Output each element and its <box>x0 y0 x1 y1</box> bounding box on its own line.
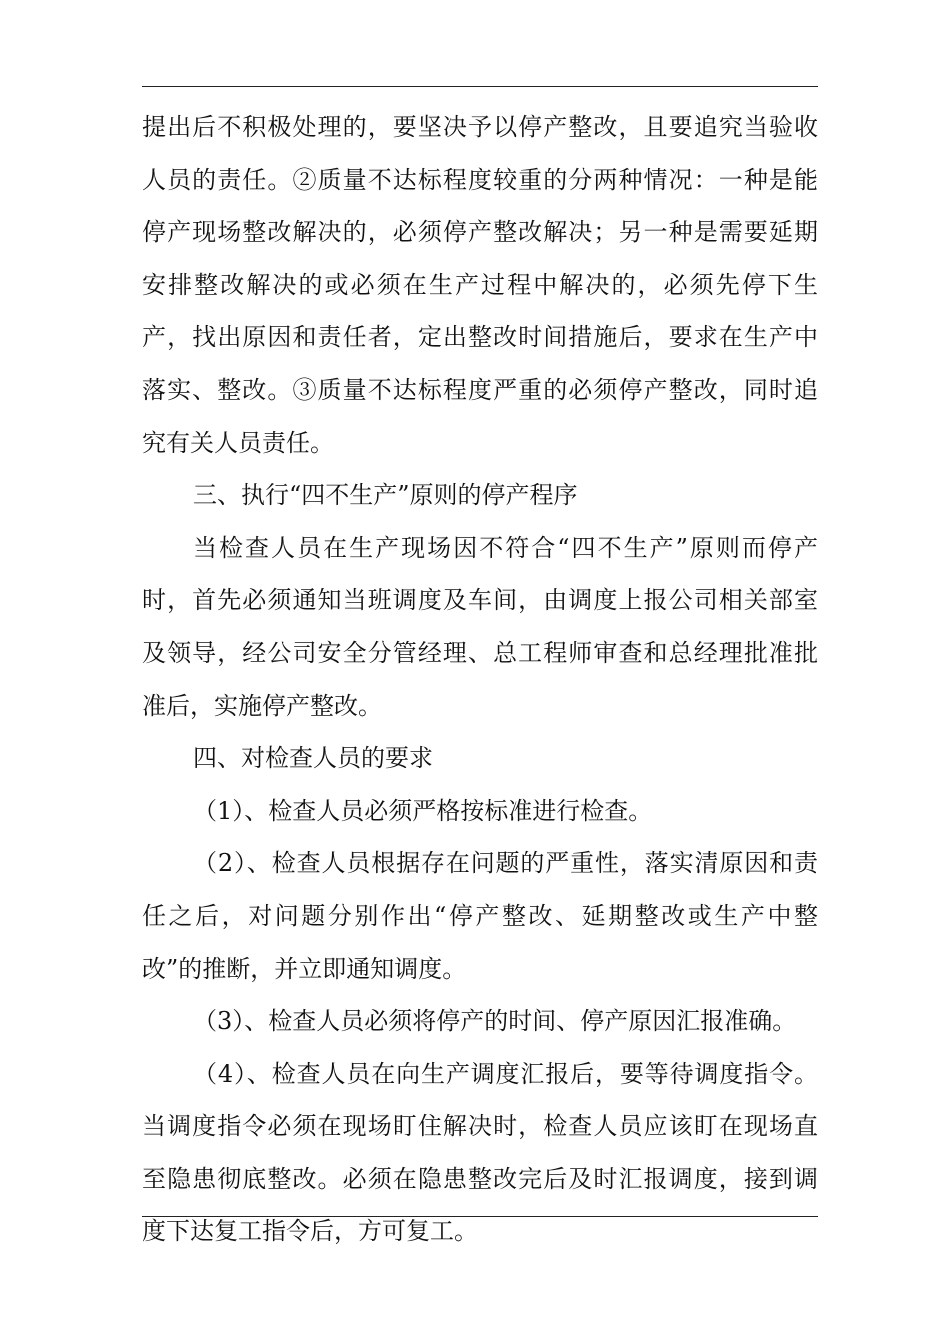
text-line: （3）、检查人员必须将停产的时间、停产原因汇报准确。 <box>193 1007 797 1036</box>
text-line: （4）、检查人员在向生产调度汇报后，要等待调度指令。 <box>193 1059 818 1088</box>
text-line: 时，首先必须通知当班调度及车间，由调度上报公司相关部室 <box>142 586 818 615</box>
text-line: 及领导，经公司安全分管经理、总工程师审查和总经理批准批 <box>142 638 818 667</box>
text-line: 当检查人员在生产现场因不符合“四不生产”原则而停产 <box>193 533 818 562</box>
text-line: 任之后，对问题分别作出“停产整改、延期整改或生产中整 <box>142 901 818 930</box>
text-line: 安排整改解决的或必须在生产过程中解决的，必须先停下生 <box>142 270 818 299</box>
text-line: 准后，实施停产整改。 <box>142 691 382 720</box>
text-line: 产，找出原因和责任者，定出整改时间措施后，要求在生产中 <box>142 323 818 352</box>
text-line: 人员的责任。②质量不达标程度较重的分两种情况：一种是能 <box>142 165 818 194</box>
text-line: 三、执行“四不生产”原则的停产程序 <box>193 481 578 510</box>
document-body <box>142 101 818 1258</box>
text-line: 究有关人员责任。 <box>142 428 334 457</box>
text-line: （2）、检查人员根据存在问题的严重性，落实清原因和责 <box>193 849 818 878</box>
text-line: 停产现场整改解决的，必须停产整改解决；另一种是需要延期 <box>142 218 818 247</box>
text-line: 改”的推断，并立即通知调度。 <box>142 954 467 983</box>
text-line: 四、对检查人员的要求 <box>193 744 433 773</box>
text-line: （1）、检查人员必须严格按标准进行检查。 <box>193 796 653 825</box>
header-rule <box>142 86 818 87</box>
text-line: 当调度指令必须在现场盯住解决时，检查人员应该盯在现场直 <box>142 1112 818 1141</box>
footer-rule <box>142 1216 818 1217</box>
text-line: 度下达复工指令后，方可复工。 <box>142 1217 478 1246</box>
text-line: 提出后不积极处理的，要坚决予以停产整改，且要追究当验收 <box>142 113 818 141</box>
text-line: 落实、整改。③质量不达标程度严重的必须停产整改，同时追 <box>142 375 818 404</box>
text-line: 至隐患彻底整改。必须在隐患整改完后及时汇报调度，接到调 <box>142 1164 818 1193</box>
